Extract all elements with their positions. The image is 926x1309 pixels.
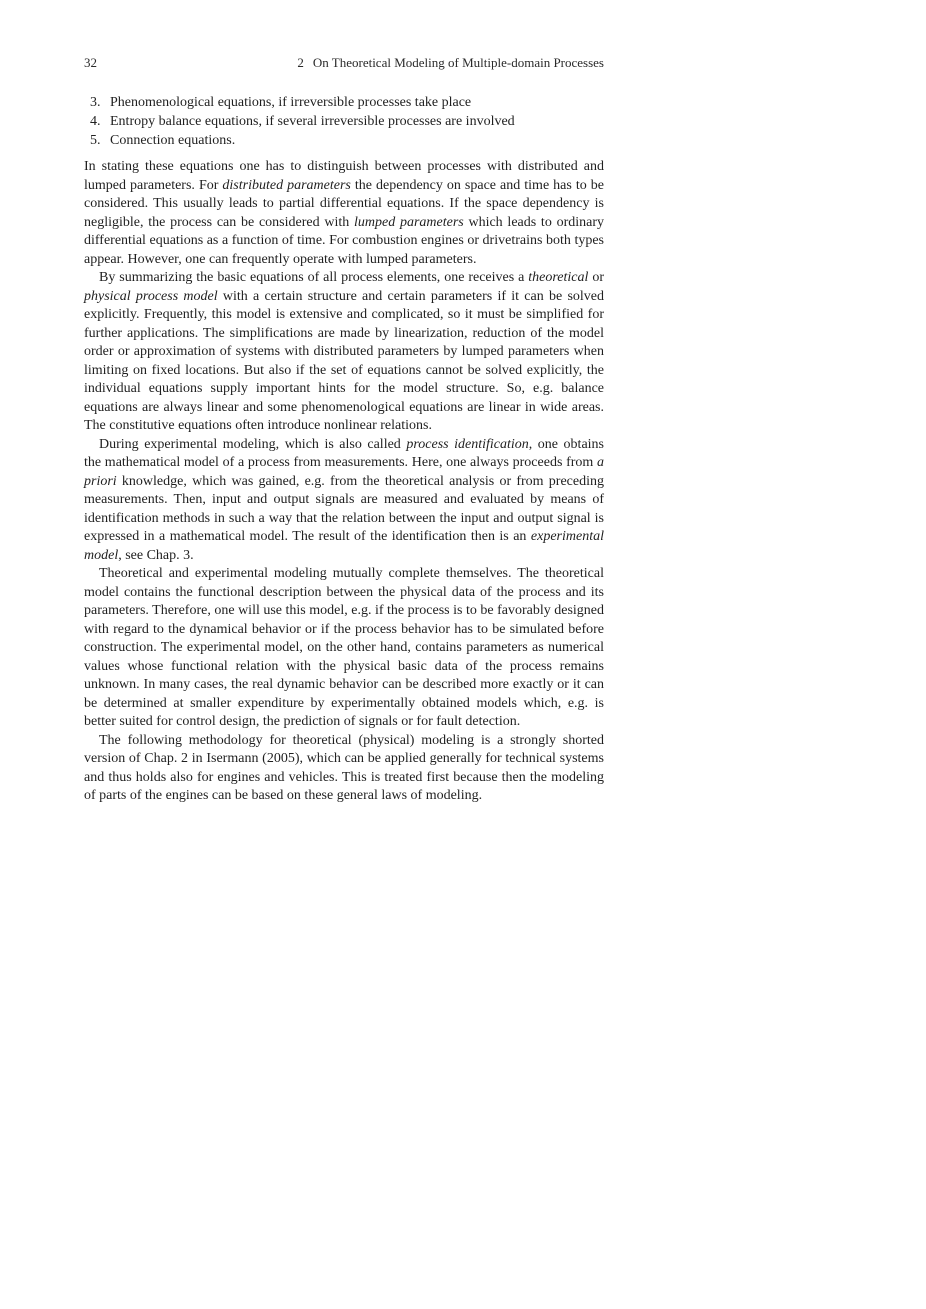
running-title	[297, 56, 604, 70]
list-item	[84, 112, 604, 131]
paragraph-methodology: The following methodology for theoretical (physical) modeling is a strongly shorted version of Chap. 2 in Isermann (2005), which can be applied generally for technical systems and thus holds also for engines and vehicles. This is treated first because then the modeling of parts of the engines can be based on these general laws of modeling.	[84, 732, 604, 803]
paragraph-distributed-lumped: In stating these equations one has to distinguish between processes with distributed and lumped parameters. For distributed parameters the dependency on space and time has to be considered. This usually leads to partial differential equations. If the space dependency is negligible, the process can be considered with lumped parameters which leads to ordinary differential equations as a function of time. For combustion engines or drivetrains both types appear. However, one can frequently operate with lumped parameters.	[84, 159, 604, 267]
body-text	[84, 158, 604, 806]
chapter-title: On Theoretical Modeling of Multiple-domain Processes	[312, 55, 604, 70]
list-item-text: Phenomenological equations, if irreversible processes take place	[110, 95, 472, 110]
paragraph-theoretical-model: By summarizing the basic equations of all process elements, one receives a theoretical or physical process model with a certain structure and certain parameters if it can be solved explicitly. Frequently, this model is extensive and complicated, so it must be simplified for further applications. The simplifications are made by linearization, reduction of the model order or approximation of systems with distributed parameters by lumped parameters when limiting on fixed locations. But also if the set of equations cannot be solved explicitly, the individual equations supply important hints for the model structure. So, e.g. balance equations are always linear and some phenomenological equations are linear in wide areas. The constitutive equations often introduce nonlinear relations.	[84, 270, 604, 433]
page-number: 32	[84, 55, 97, 70]
chapter-number: 2	[297, 55, 304, 70]
list-item	[84, 131, 604, 150]
list-item	[84, 93, 604, 112]
list-item-number: 4.	[90, 114, 101, 129]
book-page	[84, 56, 604, 806]
list-item-number: 3.	[90, 95, 101, 110]
paragraph-experimental-modeling: During experimental modeling, which is also called process identification, one obtains the mathematical model of a process from measurements. Here, one always proceeds from a priori knowledge, which was gained, e.g. from the theoretical analysis or from preceding measurements. Then, input and output signals are measured and evaluated by means of identification methods in such a way that the relation between the input and output signal is expressed in a mathematical model. The result of the identification then is an experimental model, see Chap. 3.	[84, 436, 604, 563]
running-header	[84, 56, 604, 70]
ordered-list	[84, 93, 604, 150]
list-item-number: 5.	[90, 133, 101, 148]
paragraph-model-comparison: Theoretical and experimental modeling mutually complete themselves. The theoretical model contains the functional description between the physical data of the process and its parameters. Therefore, one will use this model, e.g. if the process is to be favorably designed with regard to the dynamical behavior or if the process behavior has to be simulated before construction. The experimental model, on the other hand, contains parameters as numerical values whose functional relation with the physical basic data of the process remains unknown. In many cases, the real dynamic behavior can be described more exactly or it can be determined at smaller expenditure by experimentally obtained models which, e.g. is better suited for control design, the prediction of signals or for fault detection.	[84, 566, 604, 729]
list-item-text: Entropy balance equations, if several irreversible processes are involved	[110, 114, 515, 129]
list-item-text: Connection equations.	[110, 133, 236, 148]
